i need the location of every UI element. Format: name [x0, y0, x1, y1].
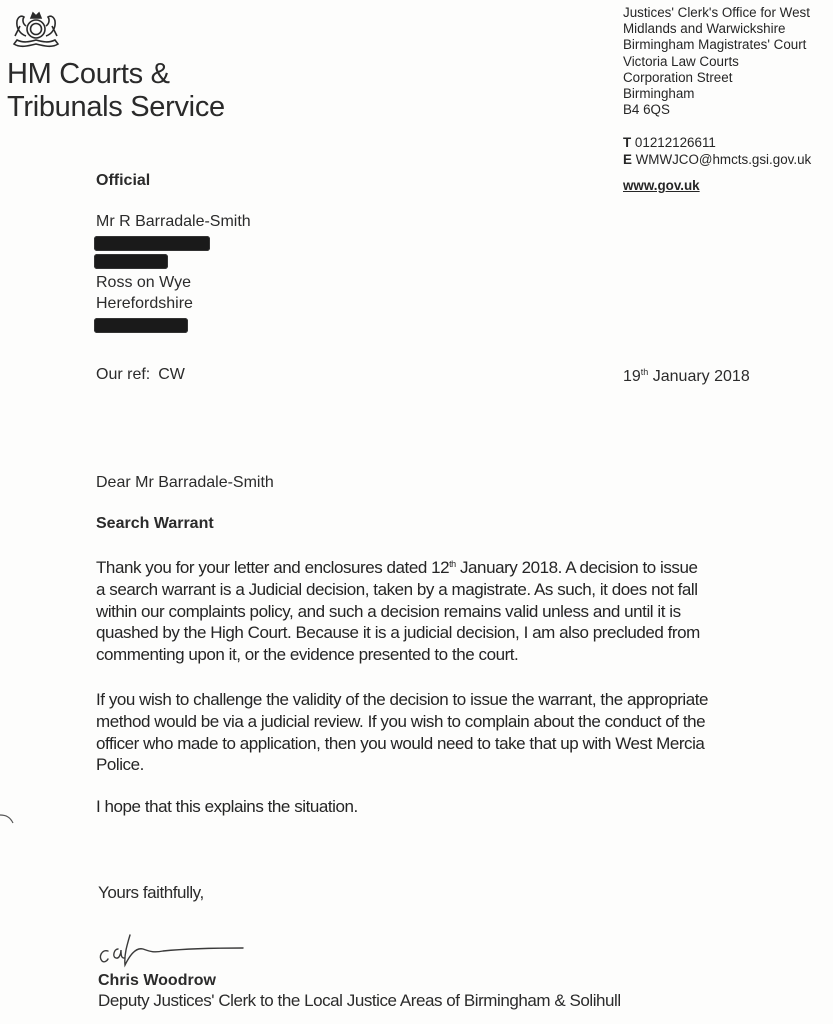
date-rest: January 2018	[648, 368, 750, 385]
address-line: Birmingham	[623, 86, 695, 102]
address-line: Birmingham Magistrates' Court	[623, 37, 807, 53]
redacted-postcode	[94, 318, 188, 333]
recipient-county: Herefordshire	[96, 295, 193, 312]
date-suffix: th	[640, 367, 649, 377]
body-line: officer who made to application, then you would need to take that up with West Mercia	[96, 733, 705, 753]
body-line: Police.	[96, 755, 144, 775]
redacted-address-line	[94, 254, 168, 269]
text-segment: Thank you for your letter and enclosures dated 12	[96, 558, 450, 577]
body-line: I hope that this explains the situation.	[96, 797, 358, 816]
redacted-address-line	[94, 236, 210, 251]
ordinal-suffix: th	[449, 559, 456, 569]
classification-label: Official	[96, 172, 151, 189]
royal-coat-of-arms-icon	[6, 4, 66, 50]
reference-value: CW	[158, 366, 185, 383]
body-paragraph	[96, 557, 821, 666]
sender-address	[623, 5, 810, 118]
closing: Yours faithfully,	[98, 883, 204, 902]
sender-contact	[623, 134, 811, 168]
address-line: B4 6QS	[623, 102, 670, 118]
reference	[96, 366, 185, 384]
recipient-name: Mr R Barradale-Smith	[96, 213, 251, 230]
address-line: Midlands and Warwickshire	[623, 21, 786, 37]
email-address: WMWJCO@hmcts.gsi.gov.uk	[635, 152, 812, 167]
email-label: E	[623, 152, 632, 167]
scan-mark	[0, 805, 20, 825]
date-day: 19	[623, 368, 641, 385]
phone-row	[623, 134, 811, 151]
reference-label: Our ref:	[96, 366, 151, 383]
recipient-town: Ross on Wye	[96, 273, 191, 291]
website-link: www.gov.uk	[623, 178, 700, 193]
address-line: Corporation Street	[623, 69, 733, 85]
body-line: If you wish to challenge the validity of the decision to issue the warrant, the appropriate	[96, 690, 709, 709]
body-line: a search warrant is a Judicial decision, taken by a magistrate. As such, it does not fall	[96, 579, 698, 599]
email-row	[623, 151, 811, 168]
subject-heading: Search Warrant	[96, 515, 214, 532]
letter-date	[623, 368, 750, 386]
body-line: quashed by the High Court. Because it is a judicial decision, I am also precluded from	[96, 623, 700, 643]
body-line: commenting upon it, or the evidence presented to the court.	[96, 645, 519, 665]
recipient-address	[96, 211, 251, 336]
body-paragraph	[96, 689, 821, 776]
phone-number: 01212126611	[634, 135, 716, 150]
handwritten-signature-icon	[86, 925, 286, 973]
organisation-name	[7, 58, 225, 124]
body-line: within our complaints policy, and such a decision remains valid unless and until it is	[96, 601, 681, 621]
address-line: Justices' Clerk's Office for West	[623, 5, 810, 20]
signatory-role: Deputy Justices' Clerk to the Local Justice Areas of Birmingham & Solihull	[98, 991, 621, 1010]
body-paragraph	[96, 796, 821, 818]
organisation-line: HM Courts &	[7, 58, 170, 90]
address-line: Victoria Law Courts	[623, 53, 739, 69]
body-line	[96, 557, 821, 579]
text-segment: January 2018. A decision to issue	[455, 558, 698, 577]
organisation-line: Tribunals Service	[7, 91, 225, 123]
salutation: Dear Mr Barradale-Smith	[96, 474, 274, 491]
signatory-name: Chris Woodrow	[98, 972, 216, 989]
body-line: method would be via a judicial review. If you wish to complain about the conduct of the	[96, 711, 706, 731]
phone-label: T	[623, 135, 632, 150]
